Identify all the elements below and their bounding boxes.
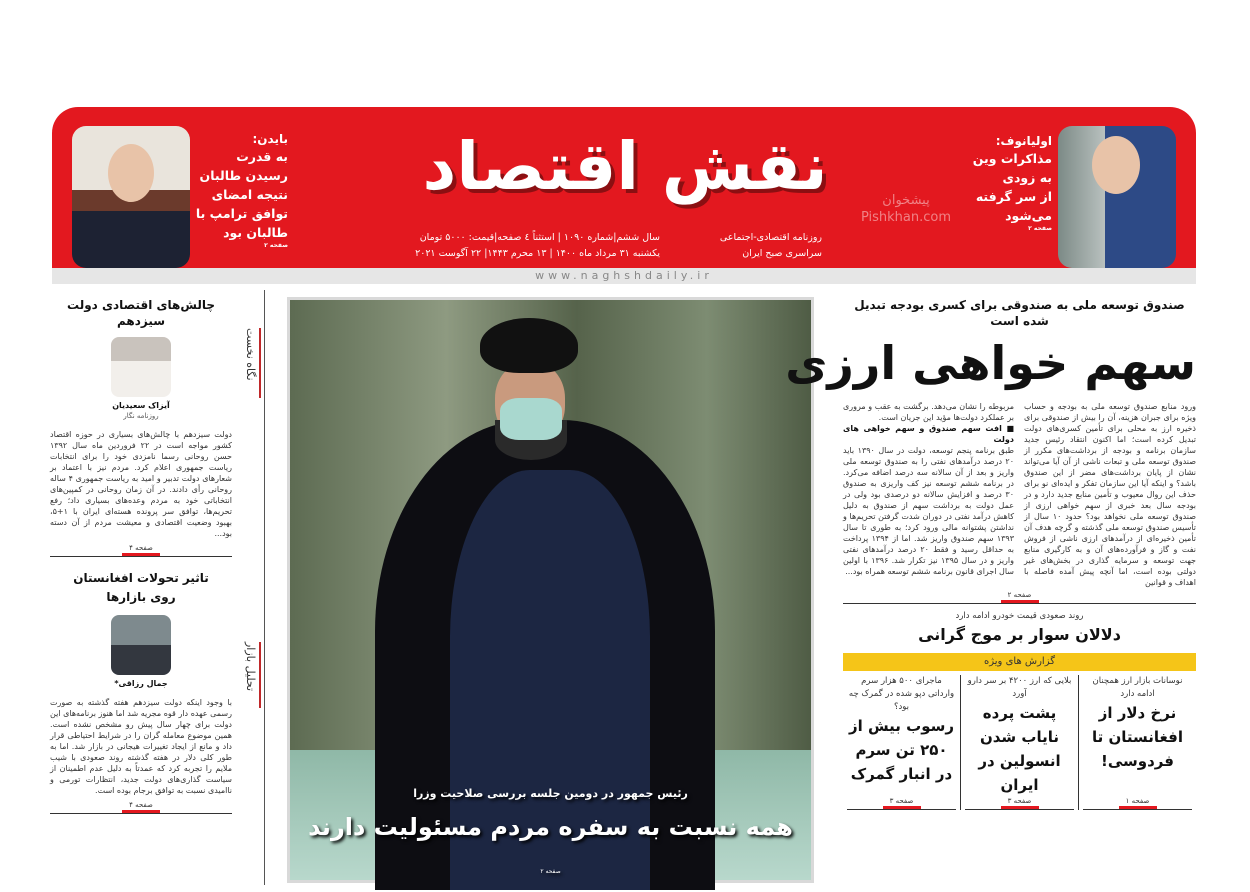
story-headline: دلالان سوار بر موج گرانی [918,625,1121,644]
page-ref: صفحه ۴ [129,544,153,552]
story-car-prices[interactable] [843,610,1196,647]
article-title-2: روی بازارها [106,590,176,604]
story-column-2: طبق برنامه پنجم توسعه، دولت در سال ۱۳۹۰ باید ۲۰ درصد درآمدهای نفتی را به صندوق توسعه ملی واریز و بعد از آن سالانه سه درصد اضافه می‌کرد. در برنامه ششم توسعه نیز کف واریزی به صندوق ۳۰ درصد و افزایش سالانه دو درصدی بود ولی در عمل دولت به برداشت سهم از صندوق به دلیل کاهش درآمد نفتی در دوران شدت گرفتن تحریم‌ها و نداشتن پشتوانه مالی ورود کرد؛ به طوری تا سال ۱۳۹۳ سهم صندوق واریز شد. اما از ۱۳۹۴ پرداخت به حداقل رسید و فقط ۲۰ درصد درآمدهای نفتی واریز و در سال ۱۳۹۵ نیز تکرار شد. ۱۳۹۶ با اولین سال اجرای قانون برنامه ششم توسعه همراه بود... [843,446,1014,576]
photo-turban [480,318,578,373]
special-reports-banner: گزارش های ویژه [843,653,1196,671]
page-ref: صفحه ۲ [1028,225,1052,232]
article-title: چالش‌های اقتصادی دولت سیزدهم [67,298,215,328]
tagline: روزنامه اقتصادی-اجتماعی [719,232,822,243]
story-kicker: صندوق توسعه ملی به صندوقی برای کسری بودجه تبدیل شده است [854,298,1185,328]
section-label-first-look: نگاه نخست [244,328,261,398]
page-ref: صفحه ۳ [1007,797,1032,805]
column-divider [1078,675,1079,810]
website-url[interactable]: www.naghshdaily.ir [52,268,1196,284]
right-column [785,297,1197,810]
left-column [50,297,232,814]
lead-story-currency[interactable] [785,297,1197,604]
story-line: به زودی [1002,170,1052,185]
story-lead: اولیانوف: [995,134,1052,148]
watermark: پیشخوان Pishkhan.com [860,193,952,225]
story-column-2-intro: مربوطه را نشان می‌دهد. برگشت به عقب و مروری بر عملکرد دولت‌ها مؤید این جریان است. [843,402,1014,422]
article-body: دولت سیزدهم با چالش‌های بسیاری در حوزه اقتصاد کشور مواجه است در ۲۲ فروردین ماه سال ۱۳۹۲ حسن روحانی رسما نامزدی خود را برای انتخابات ریاست جمهوری اعلام کرد. مردم نیز با اعتماد بر شعارهای دولت تدبیر و امید به ریاست جمهوری ۴ ساله روحانی رأی دادند. در آن زمان روحانی در کمپین‌های انتخاباتی خود به مردم وعده‌های بسیاری داد؛ رفع تحریم‌ها، توافق سر پرونده هسته‌ای ایران با ۱+۵، بهبود وضعیت اقتصادی و معیشت مردم از آن دسته بود... [50,430,232,538]
story-line: مذاکرات وین [972,151,1052,166]
date-info: یکشنبه ۳۱ مرداد ماه ۱۴۰۰ | ۱۳ محرم ۱۴۴۳| ۲۲ آگوست ۲۰۲۱ [415,248,660,259]
story-line: به قدرت [236,149,288,164]
divider [50,556,232,557]
column-divider [264,290,265,885]
special-report-item[interactable] [961,675,1078,810]
page-ref: صفحه ۴ [129,801,153,809]
section-label-market-analysis: تحلیل بازار [244,642,261,708]
page-ref: صفحه ۲ [1007,591,1032,599]
article-title: تاثیر تحولات افغانستان [73,571,209,585]
author-photo [111,337,171,397]
report-kicker: بلایی که ارز ۴۲۰۰ بر سر دارو آورد [967,676,1072,699]
author-name: آیزاک سعیدیان [112,401,170,410]
special-reports [843,675,1196,810]
lead-headline: همه نسبت به سفره مردم مسئولیت دارند [308,813,793,841]
special-report-item[interactable] [1079,675,1196,810]
divider [847,809,956,810]
story-kicker: روند صعودی قیمت خودرو ادامه دارد [955,611,1084,621]
page-ref: صفحه ۲ [264,242,288,249]
page-ref: صفحه ۳ [889,797,914,805]
tagline-2: سراسری صبح ایران [742,248,822,259]
author-role: روزنامه نگار [123,412,159,420]
author-name: جمال رزاقی* [114,679,168,688]
photo-mask [500,398,562,440]
story-line: رسیدن طالبان [199,168,288,183]
divider [50,813,232,814]
report-kicker: ماجرای ۵۰۰ هزار سرم وارداتی دپو شده در گمرک چه بود؟ [848,676,955,712]
story-headline: سهم خواهی ارزی [785,336,1196,390]
report-headline: پشت پرده نایاب شدن انسولین در ایران [978,704,1061,794]
article-economic-challenges[interactable] [50,297,232,557]
lead-kicker: رئیس جمهور در دومین جلسه بررسی صلاحیت وزرا [413,787,688,800]
left-masthead-story[interactable] [194,132,288,250]
article-afghanistan-markets[interactable] [50,569,232,814]
column-divider [960,675,961,810]
story-line: نتیجه امضای [211,187,288,202]
page-ref: صفحه ۲ [540,868,561,875]
issue-meta [380,230,660,262]
story-line: طالبان بود [223,225,288,240]
story-lead: بایدن: [252,132,288,146]
author-photo [111,615,171,675]
article-body: با وجود اینکه دولت سیزدهم هفته گذشته به صورت رسمی عهده دار قوه مجریه شد اما هنوز برنامه‌های این دولت برای چهار سال پیش رو مشخص نشده است. همین موضوع معامله گران را در شرایط احتیاطی قرار داد و مانع از ایجاد تغییرات هیجانی در بازار شد. اما به طور کلی دلار در هفته گذشته روند صعودی با شیب ملایم را تجربه کرد که عمدتاً به دلیل عدم اطمینان از سیاست گذاری‌های دولت جدید، انتظارات تورمی و ناامیدی نسبت به توافق برجام بوده است. [50,698,232,795]
right-masthead-story[interactable] [960,134,1052,233]
report-headline: نرخ دلار از افغانستان تا فردوسی! [1091,704,1183,770]
story-line: از سر گرفته [975,189,1052,204]
story-line: توافق ترامپ با [195,206,288,221]
divider [843,603,1196,604]
newspaper-logo: نقش اقتصاد [422,128,828,205]
ulyanov-photo [1058,126,1176,268]
special-report-item[interactable] [843,675,960,810]
lead-photo[interactable] [287,297,814,883]
story-column-1: ورود منابع صندوق توسعه ملی به بودجه و حساب ویژه برای جبران هزینه، آن را بیش از صندوقی برای ذخیره ارز به محلی برای تأمین کسری‌های دولت تبدیل کرده است؛ اما اکنون انتقاد رئیس جدید سازمان برنامه و بودجه از برداشت‌های مکرر از صندوق توسعه ملی و تبعات ناشی از آن آیا می‌تواند نشان از پایان برداشت‌های مضر از این صندوق باشد؟ و اینکه آیا این سازمان تفکر و ایده‌ای نو برای حذف این روال معیوب و تأمین منابع جدید دارد و در بودجه سال بعد خبری از سهم خواهی ارزی از صندوق توسعه ملی نخواهد بود؟ حدود ۱۰ سال از تأسیس صندوق توسعه ملی گذشته و گرچه هدف آن تأمین ذخیره‌ای از درآمدهای ارزی ناشی از فروش نفت و گاز و فرآورده‌های آن و به کارگیری منابع جهت توسعه و سرمایه گذاری در بخش‌های غیر دولتی بوده است، اما آنچه پیش آمده فاصله با اهداف و قوانین [1024,402,1197,587]
report-kicker: نوسانات بازار ارز همچنان ادامه دارد [1092,676,1183,699]
tagline-block [688,230,822,262]
page-ref: صفحه ۱ [1125,797,1150,805]
divider [965,809,1074,810]
story-subhead: ■ افت سهم صندوق و سهم خواهی های دولت [843,424,1014,444]
lead-story-footer [843,591,1196,604]
biden-photo [72,126,190,268]
report-headline: رسوب بیش از ۲۵۰ تن سرم در انبار گمرک [848,717,955,783]
divider [1083,809,1192,810]
issue-info: سال ششم|شماره ۱۰۹۰ | استثناً ٤ صفحه|قیمت: ۵۰۰۰ تومان [419,232,660,243]
story-line: می‌شود [1005,208,1052,223]
